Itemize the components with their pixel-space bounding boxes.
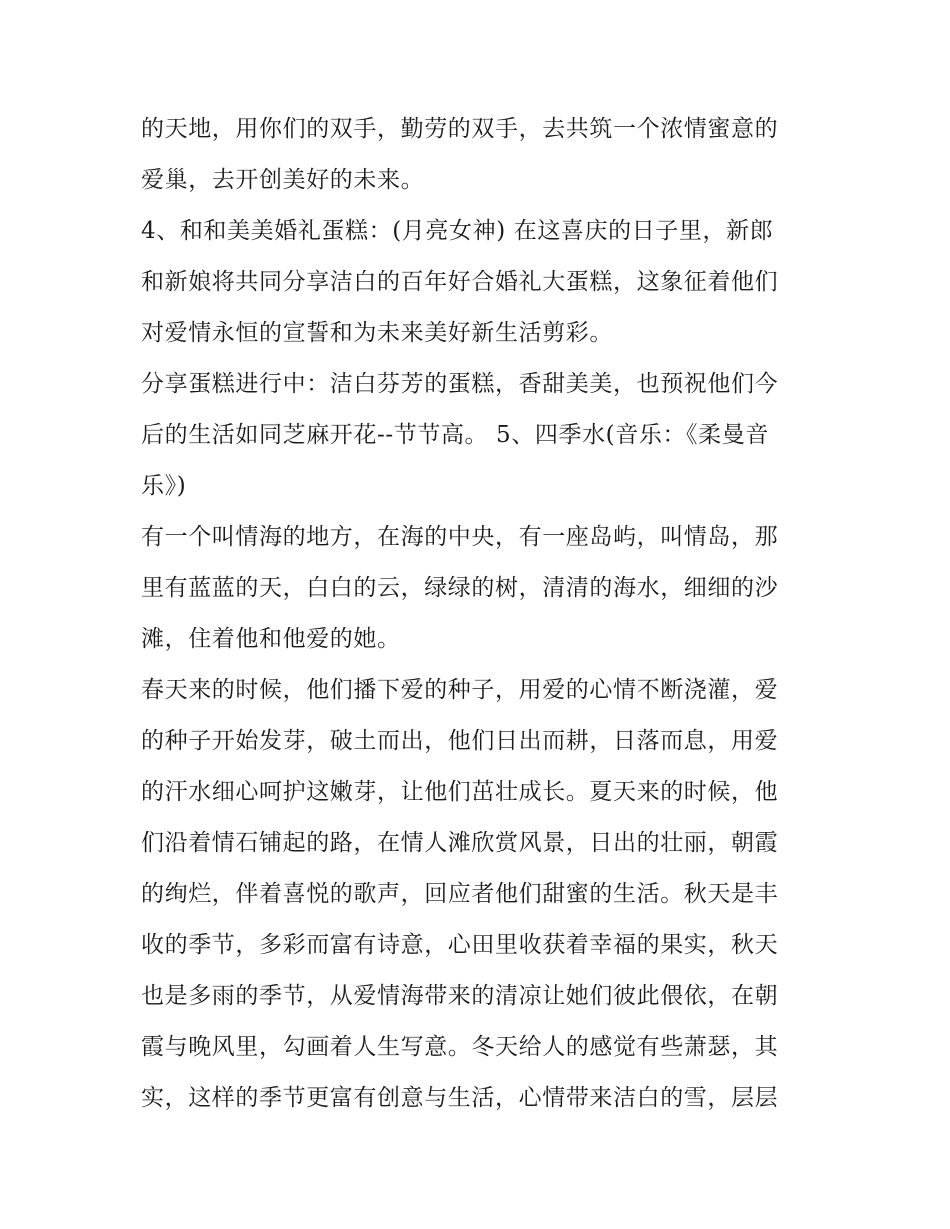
body-text <box>141 104 821 1124</box>
text-line: 的绚烂，伴着喜悦的歌声，回应者他们甜蜜的生活。秋天是丰 <box>141 881 779 907</box>
text-line: 有一个叫情海的地方，在海的中央，有一座岛屿，叫情岛，那 <box>141 524 779 550</box>
text-line: 分享蛋糕进行中：洁白芬芳的蛋糕，香甜美美，也预祝他们今 <box>141 371 779 397</box>
text-line: 滩，住着他和他爱的她。 <box>141 626 401 652</box>
text-line: 里有蓝蓝的天，白白的云，绿绿的树，清清的海水，细细的沙 <box>141 575 779 601</box>
text-line: 的天地，用你们的双手，勤劳的双手，去共筑一个浓情蜜意的 <box>141 116 779 142</box>
text-line: 爱巢，去开创美好的未来。 <box>141 167 425 193</box>
text-line: 乐》) <box>141 473 187 499</box>
text-line: 的种子开始发芽，破土而出，他们日出而耕，日落而息，用爱 <box>141 728 779 754</box>
text-line: 收的季节，多彩而富有诗意，心田里收获着幸福的果实，秋天 <box>141 932 779 958</box>
text-line: 们沿着情石铺起的路，在情人滩欣赏风景，日出的壮丽，朝霞 <box>141 830 779 856</box>
text-line: 4、和和美美婚礼蛋糕：(月亮女神) 在这喜庆的日子里，新郎 <box>141 218 774 244</box>
text-line: 对爱情永恒的宣誓和为未来美好新生活剪彩。 <box>141 320 613 346</box>
text-line: 和新娘将共同分享洁白的百年好合婚礼大蛋糕，这象征着他们 <box>141 269 779 295</box>
text-line: 春天来的时候，他们播下爱的种子，用爱的心情不断浇灌，爱 <box>141 677 779 703</box>
text-line: 霞与晚风里，勾画着人生写意。冬天给人的感觉有些萧瑟，其 <box>141 1034 779 1060</box>
text-line: 后的生活如同芝麻开花--节节高。 5、四季水(音乐：《柔曼音 <box>141 422 769 448</box>
text-line: 实，这样的季节更富有创意与生活，心情带来洁白的雪，层层 <box>141 1085 779 1111</box>
text-line: 也是多雨的季节，从爱情海带来的清凉让她们彼此偎依，在朝 <box>141 983 779 1009</box>
text-line: 的汗水细心呵护这嫩芽，让他们茁壮成长。夏天来的时候，他 <box>141 779 779 805</box>
